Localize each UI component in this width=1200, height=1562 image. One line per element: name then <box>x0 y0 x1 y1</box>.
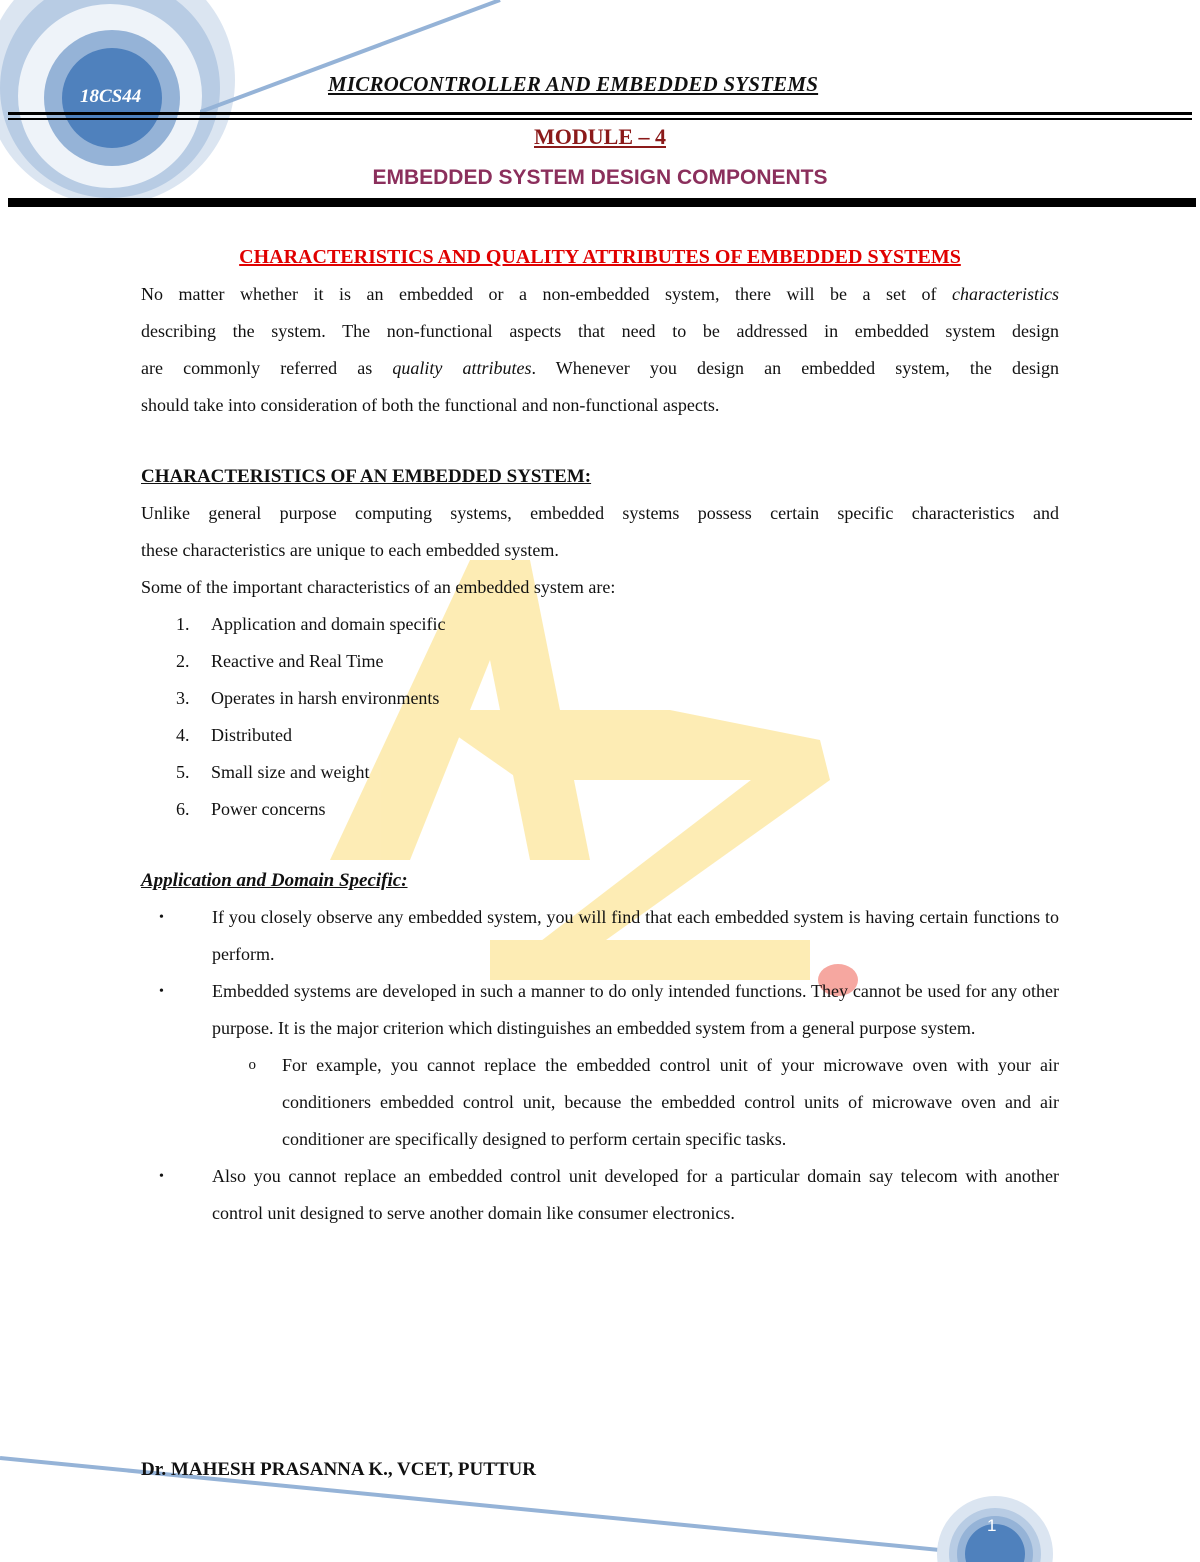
header-diagonal-line <box>200 0 520 120</box>
bullet-item: • Also you cannot replace an embedded control unit developed for a particular domain say telecom with another control unit designed to serve another domain like consumer electronics. <box>141 1158 1059 1232</box>
characteristics-line-3: Some of the important characteristics of an embedded system are: <box>141 577 616 597</box>
list-item: 2. Reactive and Real Time <box>176 651 384 671</box>
characteristics-heading: CHARACTERISTICS OF AN EMBEDDED SYSTEM: <box>141 466 592 487</box>
circle-bullet-icon: o <box>248 1057 256 1073</box>
characteristics-line-1: Unlike general purpose computing systems, embedded systems possess certain specific characteristics and <box>141 503 1059 523</box>
header-thick-rule <box>8 198 1196 207</box>
page-number-circle <box>935 1462 1055 1562</box>
document-body <box>141 240 1059 1232</box>
intro-line-4: should take into consideration of both the functional and non-functional aspects. <box>141 395 720 415</box>
author-credit: Dr. MAHESH PRASANNA K., VCET, PUTTUR <box>141 1459 536 1480</box>
application-domain-list-continued <box>141 1158 1059 1232</box>
intro-line-1: No matter whether it is an embedded or a non-embedded system, there will be a set of characteristics <box>141 284 1059 304</box>
bullet-item: • If you closely observe any embedded system, you will find that each embedded system is having certain functions to perform. <box>141 899 1059 973</box>
application-domain-heading: Application and Domain Specific: <box>141 870 408 891</box>
bullet-icon: • <box>159 910 164 925</box>
bullet-item: • Embedded systems are developed in such a manner to do only intended functions. They cannot be used for any other purpose. It is the major criterion which distinguishes an embedded system from a general purpose system. <box>141 973 1059 1047</box>
course-code: 18CS44 <box>80 86 142 107</box>
sub-bullet-item: o For example, you cannot replace the embedded control unit of your microwave oven with your air conditioners embedded control unit, because the embedded control units of microwave oven and air conditioner are specifically designed to perform certain specific tasks. <box>141 1047 1059 1158</box>
intro-line-3: are commonly referred as quality attributes. Whenever you design an embedded system, the design <box>141 358 1059 378</box>
bullet-icon: • <box>159 1169 164 1184</box>
intro-line-2: describing the system. The non-functional aspects that need to be addressed in embedded system design <box>141 321 1059 341</box>
module-subtitle: EMBEDDED SYSTEM DESIGN COMPONENTS <box>372 166 828 189</box>
list-item: 3. Operates in harsh environments <box>176 688 440 708</box>
header-rule-secondary <box>8 118 1192 120</box>
page-number: 1 <box>987 1516 997 1535</box>
footer-diagonal-line <box>0 1440 960 1560</box>
list-item: 5. Small size and weight <box>176 762 370 782</box>
list-item: 1. Application and domain specific <box>176 614 446 634</box>
list-item: 4. Distributed <box>176 725 292 745</box>
list-item: 6. Power concerns <box>176 799 326 819</box>
section-title: CHARACTERISTICS AND QUALITY ATTRIBUTES OF EMBEDDED SYSTEMS <box>239 246 961 268</box>
header-rule <box>8 112 1192 115</box>
module-title: MODULE – 4 <box>534 124 666 149</box>
characteristics-list <box>141 606 1059 828</box>
characteristics-line-2: these characteristics are unique to each embedded system. <box>141 540 559 560</box>
document-title: MICROCONTROLLER AND EMBEDDED SYSTEMS <box>328 72 819 96</box>
application-domain-list <box>141 899 1059 1047</box>
bullet-icon: • <box>159 984 164 999</box>
